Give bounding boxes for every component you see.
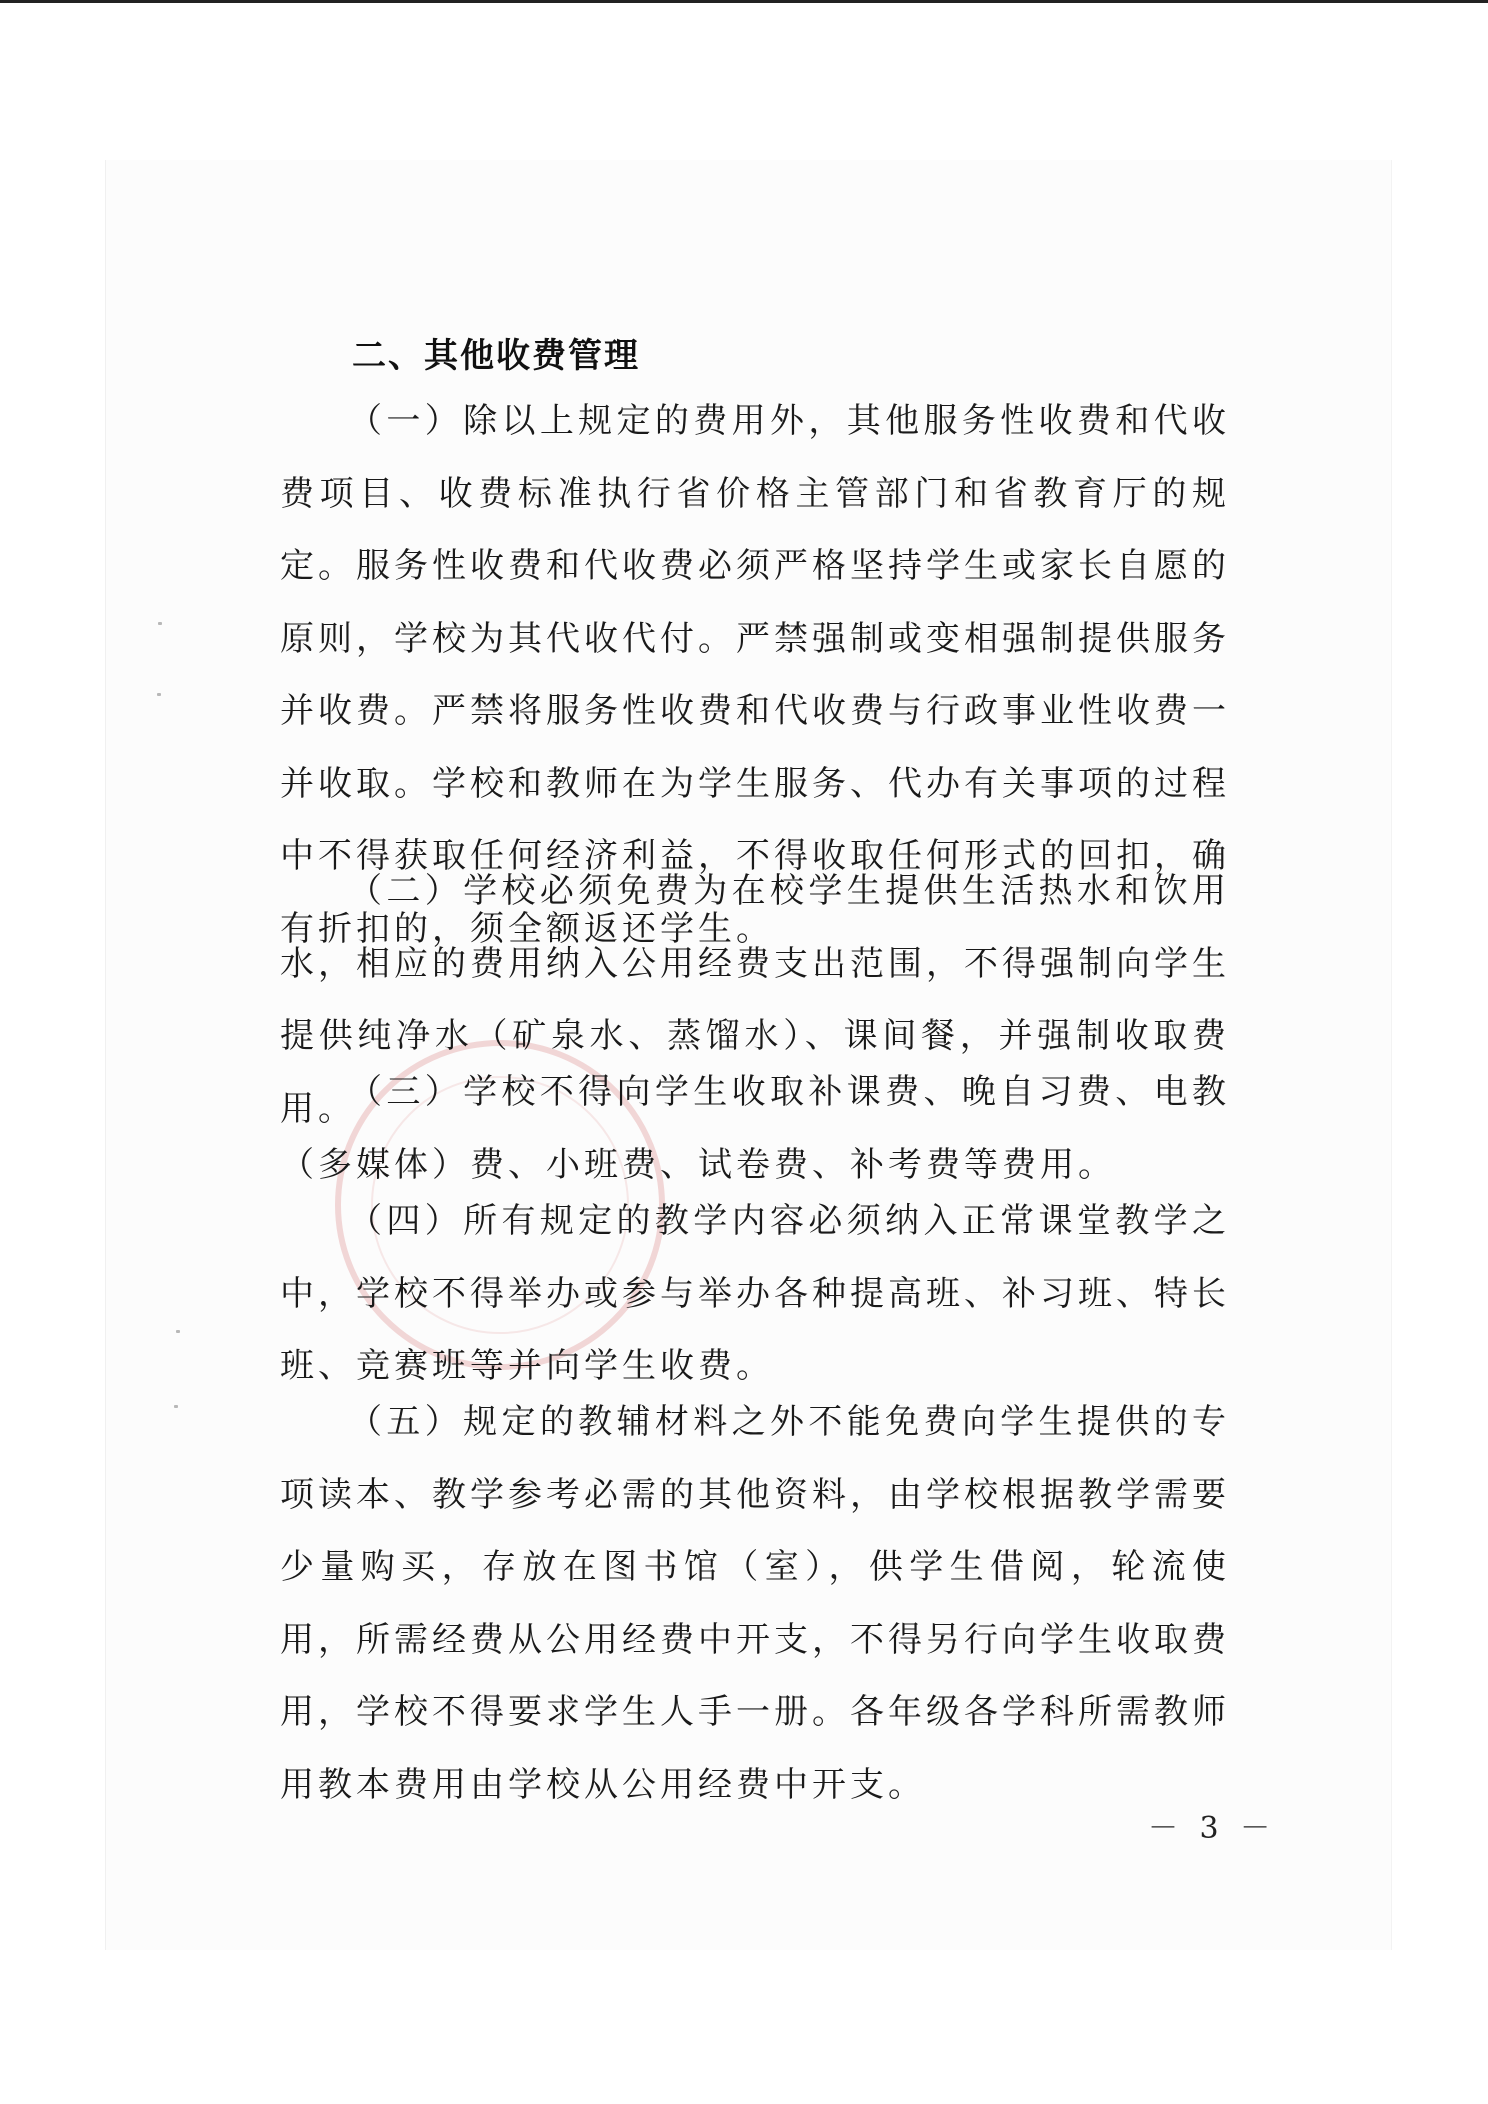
scan-artifact [176,1330,180,1333]
paragraph-5: （五）规定的教辅材料之外不能免费向学生提供的专项读本、教学参考必需的其他资料，由学校根据教学需要少量购买，存放在图书馆（室），供学生借阅，轮流使用，所需经费从公用经费中开支，不得另行向学生收取费用，学校不得要求学生人手一册。各年级各学科所需教师用教本费用由学校从公用经费中开支。 [280,1402,1230,1805]
paragraph-3: （三）学校不得向学生收取补课费、晚自习费、电教（多媒体）费、小班费、试卷费、补考费等费用。 [280,1072,1230,1185]
scan-top-edge [0,0,1488,3]
scan-artifact [158,622,162,625]
paragraph-2: （二）学校必须免费为在校学生提供生活热水和饮用水，相应的费用纳入公用经费支出范围，不得强制向学生提供纯净水（矿泉水、蒸馏水）、课间餐，并强制收取费用。 [280,871,1230,1129]
paragraph-1: （一）除以上规定的费用外，其他服务性收费和代收费项目、收费标准执行省价格主管部门和省教育厅的规定。服务性收费和代收费必须严格坚持学生或家长自愿的原则，学校为其代收代付。严禁强制或变相强制提供服务并收费。严禁将服务性收费和代收费与行政事业性收费一并收取。学校和教师在为学生服务、代办有关事项的过程中不得获取任何经济利益，不得收取任何形式的回扣，确有折扣的，须全额返还学生。 [280,401,1230,949]
scan-artifact [174,1405,178,1408]
section-heading: 二、其他收费管理 [352,336,640,376]
page-number: － 3 － [1148,1811,1277,1846]
paragraph-4: （四）所有规定的教学内容必须纳入正常课堂教学之中，学校不得举办或参与举办各种提高班、补习班、特长班、竞赛班等并向学生收费。 [280,1201,1230,1386]
scan-artifact [157,693,161,696]
